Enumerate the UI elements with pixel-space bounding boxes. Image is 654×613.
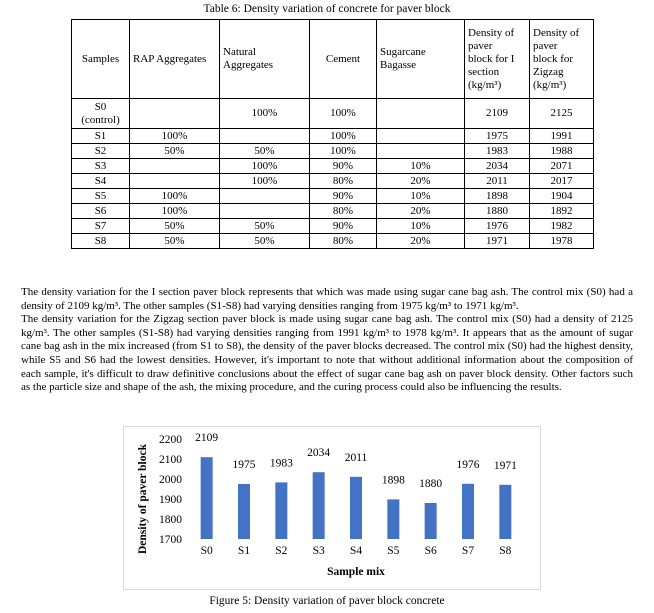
- bar: [201, 457, 213, 539]
- cell-bagasse: [377, 144, 465, 159]
- cell-density-i: 1976: [465, 219, 530, 234]
- header-natural: [220, 20, 310, 99]
- cell-density-i: 2109: [465, 99, 530, 129]
- bar: [387, 499, 399, 539]
- cell-bagasse: 10%: [377, 219, 465, 234]
- cell-density-zigzag: 1978: [530, 234, 594, 249]
- data-label: 2034: [307, 447, 331, 460]
- data-label: 1880: [419, 478, 443, 490]
- cell-cement: 90%: [310, 189, 377, 204]
- density-bar-chart: [123, 426, 541, 590]
- cell-cement: 100%: [310, 144, 377, 159]
- header-bagasse-line1: Sugarcane: [380, 46, 426, 58]
- table-row: [72, 204, 594, 219]
- x-tick-label: S7: [461, 545, 475, 557]
- cell-sample-id: S0: [94, 100, 107, 113]
- cell-sample-note: (control): [81, 113, 120, 126]
- header-density-i-line1: Density of: [468, 26, 515, 39]
- table-row: [72, 144, 594, 159]
- cell-natural: [220, 189, 310, 204]
- table-row: [72, 129, 594, 144]
- cell-density-zigzag: 1988: [530, 144, 594, 159]
- data-label: 1898: [381, 474, 405, 487]
- cell-rap: 50%: [130, 144, 220, 159]
- header-density-z-line2: paver: [533, 39, 558, 52]
- cell-density-zigzag: 1904: [530, 189, 594, 204]
- cell-sample: S2: [72, 144, 130, 159]
- paragraph-zigzag-section: The density variation for the Zigzag section paver block is made using sugar cane bag ash. The control mix (S0) had a density of 2125 kg/m³. The other samples (S1-S8) had varying densities ranging from 1991 kg/m³ to 1978 kg/m³. It appears that as the amount of sugar cane bag ash in the mix increased (from S1 to S8), the density of the paver blocks decreased. The control mix (S0) had the highest density, while S5 and S6 had the lowest densities. However, it's important to note that without additional information about the composition of each sample, it's difficult to draw definitive conclusions about the effect of sugar cane bag ash on paver block density. Other factors such as the particle size and shape of the ash, the mixing procedure, and the curing process could also be influencing the results.: [21, 313, 633, 394]
- bar: [238, 484, 250, 539]
- header-density-z-line3: block for: [533, 52, 574, 65]
- bar: [350, 477, 362, 539]
- x-tick-label: S2: [275, 545, 288, 557]
- y-tick-label: 2000: [159, 474, 182, 486]
- header-density-z-line1: Density of: [533, 26, 580, 39]
- cell-density-zigzag: 1991: [530, 129, 594, 144]
- data-label: 2011: [344, 451, 368, 464]
- table-row: [72, 99, 594, 129]
- data-label: 1976: [456, 458, 480, 471]
- bar: [462, 484, 474, 539]
- cell-density-i: 1898: [465, 189, 530, 204]
- header-density-i-line4: section: [468, 65, 500, 78]
- cell-cement: 80%: [310, 204, 377, 219]
- table-row: [72, 174, 594, 189]
- cell-bagasse: 10%: [377, 159, 465, 174]
- bar: [425, 503, 437, 539]
- bar: [499, 485, 511, 539]
- cell-density-zigzag: 2017: [530, 174, 594, 189]
- cell-rap: 100%: [130, 189, 220, 204]
- chart-svg: [124, 427, 540, 589]
- x-tick-label: S8: [499, 545, 512, 557]
- header-bagasse-line2: Bagasse: [380, 59, 417, 71]
- cell-natural: [220, 129, 310, 144]
- cell-bagasse: 10%: [377, 189, 465, 204]
- cell-sample: [72, 99, 130, 129]
- cell-rap: [130, 99, 220, 129]
- header-samples: Samples: [72, 20, 130, 99]
- cell-sample: S7: [72, 219, 130, 234]
- header-density-i-line2: paver: [468, 39, 493, 52]
- header-natural-line1: Natural: [223, 46, 256, 58]
- cell-cement: 100%: [310, 99, 377, 129]
- header-density-z-line5: (kg/m³): [533, 78, 567, 91]
- cell-rap: 50%: [130, 234, 220, 249]
- table-row: [72, 219, 594, 234]
- header-density-zigzag: [530, 20, 594, 99]
- cell-natural: 50%: [220, 144, 310, 159]
- header-density-i: [465, 20, 530, 99]
- x-axis-title: Sample mix: [327, 566, 385, 578]
- cell-sample: S1: [72, 129, 130, 144]
- cell-rap: 50%: [130, 219, 220, 234]
- cell-natural: 100%: [220, 159, 310, 174]
- x-tick-label: S6: [424, 545, 437, 557]
- cell-rap: 100%: [130, 129, 220, 144]
- bar: [313, 472, 325, 539]
- cell-density-i: 1983: [465, 144, 530, 159]
- cell-cement: 80%: [310, 234, 377, 249]
- cell-bagasse: [377, 129, 465, 144]
- cell-cement: 100%: [310, 129, 377, 144]
- cell-density-i: 2011: [465, 174, 530, 189]
- cell-rap: 100%: [130, 204, 220, 219]
- cell-bagasse: 20%: [377, 204, 465, 219]
- data-label: 2109: [195, 432, 219, 445]
- y-tick-label: 1900: [159, 494, 182, 506]
- y-tick-label: 2200: [159, 434, 182, 446]
- y-tick-label: 1800: [159, 514, 182, 526]
- density-table: [71, 19, 594, 249]
- x-tick-label: S4: [349, 545, 363, 557]
- x-tick-label: S0: [200, 545, 213, 557]
- cell-natural: 50%: [220, 234, 310, 249]
- cell-bagasse: [377, 99, 465, 129]
- data-label: 1975: [232, 459, 256, 471]
- cell-rap: [130, 174, 220, 189]
- cell-sample: S4: [72, 174, 130, 189]
- x-tick-label: S1: [237, 545, 251, 557]
- table-row: [72, 189, 594, 204]
- cell-sample: S5: [72, 189, 130, 204]
- paragraph-i-section: The density variation for the I section paver block represents that which was made using sugar cane bag ash. The control mix (S0) had a density of 2109 kg/m³. The other samples (S1-S8) had varying densities ranging from 1975 kg/m³ to 1971 kg/m³.: [21, 286, 633, 312]
- header-density-z-line4: Zigzag: [533, 65, 564, 78]
- cell-cement: 80%: [310, 174, 377, 189]
- data-label: 1983: [269, 457, 293, 470]
- cell-sample: S8: [72, 234, 130, 249]
- cell-density-zigzag: 2071: [530, 159, 594, 174]
- header-density-i-line5: (kg/m³): [468, 78, 502, 91]
- cell-bagasse: 20%: [377, 174, 465, 189]
- cell-density-zigzag: 2125: [530, 99, 594, 129]
- header-cement: Cement: [310, 20, 377, 99]
- cell-natural: [220, 204, 310, 219]
- data-label: 1971: [493, 459, 517, 472]
- cell-natural: 100%: [220, 99, 310, 129]
- table-row: [72, 159, 594, 174]
- header-natural-line2: Aggregates: [223, 59, 274, 71]
- header-density-i-line3: block for I: [468, 52, 515, 65]
- y-tick-label: 2100: [159, 454, 182, 466]
- cell-sample: S3: [72, 159, 130, 174]
- cell-density-i: 1971: [465, 234, 530, 249]
- x-tick-label: S3: [312, 545, 325, 557]
- cell-cement: 90%: [310, 219, 377, 234]
- cell-density-i: 1880: [465, 204, 530, 219]
- figure-caption: Figure 5: Density variation of paver block concrete: [209, 595, 445, 607]
- cell-rap: [130, 159, 220, 174]
- header-rap: RAP Aggregates: [130, 20, 220, 99]
- cell-density-zigzag: 1982: [530, 219, 594, 234]
- cell-sample: S6: [72, 204, 130, 219]
- cell-natural: 50%: [220, 219, 310, 234]
- cell-density-i: 2034: [465, 159, 530, 174]
- cell-density-i: 1975: [465, 129, 530, 144]
- y-axis-title: Density of paver block: [137, 444, 149, 554]
- y-tick-label: 1700: [159, 534, 182, 546]
- body-text: [21, 286, 633, 395]
- bar: [275, 482, 287, 539]
- header-bagasse: [377, 20, 465, 99]
- table-caption: Table 6: Density variation of concrete for paver block: [203, 3, 451, 15]
- cell-natural: 100%: [220, 174, 310, 189]
- x-tick-label: S5: [387, 545, 400, 557]
- table-row: [72, 234, 594, 249]
- cell-cement: 90%: [310, 159, 377, 174]
- cell-bagasse: 20%: [377, 234, 465, 249]
- table-header-row: [72, 20, 594, 99]
- cell-density-zigzag: 1892: [530, 204, 594, 219]
